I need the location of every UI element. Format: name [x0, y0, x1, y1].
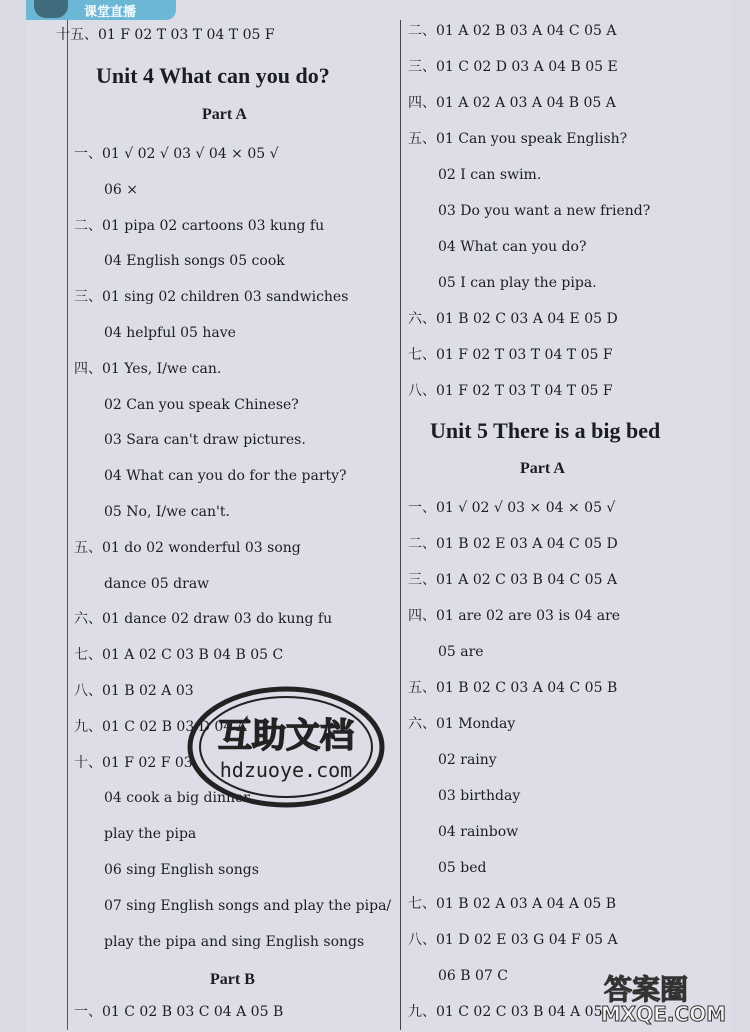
answer-line: 二、01 pipa 02 cartoons 03 kung fu: [74, 217, 325, 234]
answer-line: 七、01 A 02 C 03 B 04 B 05 C: [74, 647, 284, 664]
answer-line: 04 What can you do for the party?: [104, 468, 347, 485]
answer-line: 04 helpful 05 have: [104, 325, 236, 341]
answer-line: 六、01 Monday: [408, 716, 516, 732]
answer-line: 07 sing English songs and play the pipa/: [104, 897, 392, 914]
answer-line: 06 ×: [104, 181, 138, 198]
watermark-main: 答案圈: [603, 973, 688, 1006]
answer-line: 04 What can you do?: [438, 239, 587, 255]
answer-line: 六、01 dance 02 draw 03 do kung fu: [74, 611, 333, 628]
answer-line: 04 English songs 05 cook: [104, 253, 285, 270]
answer-line: 九、01 C 02 B 03 D 04 A: [74, 718, 247, 735]
answer-line: 九、01 C 02 C 03 B 04 A 05: [408, 1004, 603, 1020]
answer-line: 八、01 D 02 E 03 G 04 F 05 A: [408, 932, 618, 948]
stamp-main-text: 互助文档: [218, 716, 354, 756]
answer-line: 06 sing English songs: [104, 862, 259, 878]
answer-line: 五、01 Can you speak English?: [408, 131, 628, 147]
answer-line: 03 birthday: [438, 788, 521, 804]
answer-line: 05 No, I/we can't.: [104, 504, 230, 520]
answer-line: 一、01 √ 02 √ 03 √ 04 × 05 √: [74, 146, 279, 162]
answer-line: play the pipa and sing English songs: [104, 933, 365, 950]
answer-line: 02 Can you speak Chinese?: [104, 396, 299, 413]
answer-line: 05 I can play the pipa.: [438, 275, 597, 291]
stamp-sub-text: hdzuoye.com: [219, 758, 353, 782]
mascot-icon: [34, 0, 68, 18]
answer-page: [26, 0, 732, 1032]
answer-line: 05 are: [438, 644, 484, 660]
answer-line: 02 I can swim.: [438, 167, 542, 183]
column-divider: [400, 20, 401, 1030]
answer-line: 四、01 are 02 are 03 is 04 are: [408, 608, 621, 624]
unit-5-title: Unit 5 There is a big bed: [430, 418, 661, 443]
answer-line: 03 Sara can't draw pictures.: [104, 432, 306, 449]
answer-line: 四、01 A 02 A 03 A 04 B 05 A: [408, 95, 616, 111]
answer-line: 八、01 B 02 A 03: [74, 683, 194, 699]
answer-line: 二、01 A 02 B 03 A 04 C 05 A: [408, 23, 617, 39]
answer-line: 02 rainy: [438, 752, 497, 768]
answer-line: 七、01 B 02 A 03 A 04 A 05 B: [408, 896, 617, 912]
watermark: [588, 968, 728, 1028]
answer-line: 三、01 A 02 C 03 B 04 C 05 A: [408, 572, 618, 588]
unit-4-title: Unit 4 What can you do?: [96, 63, 330, 88]
answer-line: 三、01 C 02 D 03 A 04 B 05 E: [408, 59, 618, 75]
left-margin-rule: [67, 20, 68, 1030]
watermark-sub: MXQE.COM: [600, 1002, 726, 1026]
answer-line: 七、01 F 02 T 03 T 04 T 05 F: [408, 347, 613, 363]
answer-line: play the pipa: [104, 826, 197, 843]
stamp-seal: [186, 685, 386, 810]
answer-line: 六、01 B 02 C 03 A 04 E 05 D: [408, 311, 618, 327]
answer-line: 05 bed: [438, 860, 487, 876]
answer-line: 06 B 07 C: [438, 968, 508, 984]
header-badge-text: 课堂直播: [84, 5, 137, 20]
answer-line: 一、01 √ 02 √ 03 × 04 × 05 √: [408, 500, 616, 516]
unit-5-part-a: Part A: [520, 460, 565, 477]
answer-line: 03 Do you want a new friend?: [438, 203, 651, 219]
answer-line: 三、01 sing 02 children 03 sandwiches: [74, 289, 349, 306]
answer-line: 二、01 B 02 E 03 A 04 C 05 D: [408, 536, 618, 552]
answer-line: 十、01 F 02 F 03: [74, 754, 193, 771]
answer-line: 04 rainbow: [438, 824, 519, 840]
answer-line: 四、01 Yes, I/we can.: [74, 360, 222, 377]
answer-line: dance 05 draw: [104, 575, 210, 592]
answer-line: 04 cook a big dinner: [104, 790, 250, 807]
answer-line: 五、01 B 02 C 03 A 04 C 05 B: [408, 680, 618, 696]
unit-4-part-a: Part A: [202, 106, 247, 123]
top-line: 十五、01 F 02 T 03 T 04 T 05 F: [56, 27, 275, 43]
answer-line: 五、01 do 02 wonderful 03 song: [74, 539, 301, 556]
header-badge: [26, 0, 176, 20]
answer-line: 八、01 F 02 T 03 T 04 T 05 F: [408, 383, 613, 399]
left-last-line: 一、01 C 02 B 03 C 04 A 05 B: [74, 1004, 284, 1020]
unit-4-part-b: Part B: [210, 971, 255, 988]
